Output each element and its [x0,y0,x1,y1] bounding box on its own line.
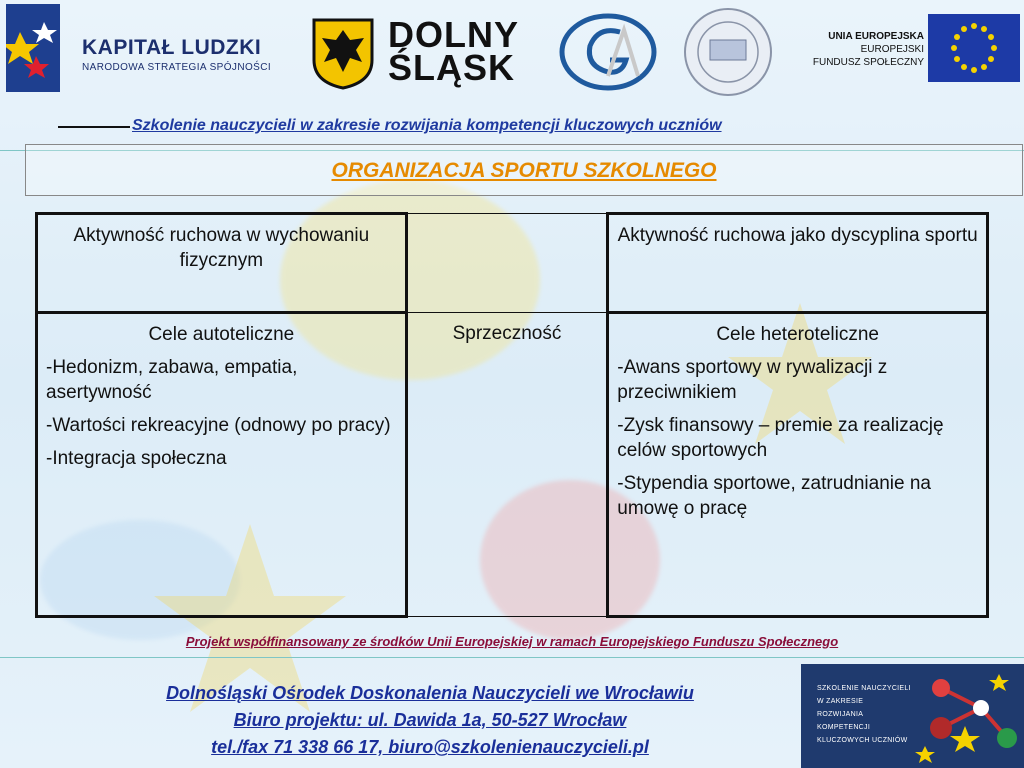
list-item: -Awans sportowy w rywalizacji z przeciwnikiem [617,357,888,403]
molecule-stars-icon [911,668,1023,766]
dodn-seal-icon [682,6,774,98]
contact-info [60,680,800,761]
promo-text [817,682,911,747]
table-header-cell [406,214,608,313]
subtitle-dash [58,126,130,128]
list-item: -Stypendia sportowe, zatrudnianie na umowę o pracę [617,473,931,519]
page-title: ORGANIZACJA SPORTU SZKOLNEGO [331,159,717,182]
dolny-slask-eagle-icon [310,16,376,90]
list-item: -Integracja społeczna [46,448,227,469]
divider-bottom [0,657,1024,658]
contact-line: Biuro projektu: ul. Dawida 1a, 50-527 Wrocław [233,710,627,730]
table-header-cell: Aktywność ruchowa jako dyscyplina sportu [608,214,988,313]
promo-banner [801,664,1024,768]
ue-line2: EUROPEJSKI [860,44,924,55]
ue-line1: UNIA EUROPEJSKA [828,31,924,42]
project-subtitle-text: Szkolenie nauczycieli w zakresie rozwijania kompetencji kluczowych uczniów [132,117,722,134]
middle-heading: Sprzeczność [452,323,562,344]
dolny-slask-line1: DOLNY [388,14,519,55]
eu-flag-icon [928,14,1020,82]
promo-line: W ZAKRESIE [817,698,864,705]
kapital-ludzki-subtitle: NARODOWA STRATEGIA SPÓJNOŚCI [82,62,272,73]
right-column-cell [608,313,988,617]
middle-column-cell [406,313,608,617]
promo-line: KLUCZOWYCH UCZNIÓW [817,737,908,744]
contact-line: tel./fax 71 338 66 17, biuro@szkolenienauczycieli.pl [211,737,649,757]
promo-line: SZKOLENIE NAUCZYCIELI [817,685,911,692]
title-box [25,144,1023,196]
table-header-row [37,214,988,313]
contact-line: Dolnośląski Ośrodek Doskonalenia Nauczycieli we Wrocławiu [166,683,694,703]
list-item: -Hedonizm, zabawa, empatia, asertywność [46,357,298,403]
promo-line: ROZWIJANIA [817,711,864,718]
list-item: -Zysk finansowy – premie za realizację celów sportowych [617,415,944,461]
dolny-slask-logo [388,14,519,88]
cofinancing-note: Projekt współfinansowany ze środków Unii Europejskiej w ramach Europejskiego Funduszu Społecznego [185,634,839,649]
unia-europejska-logo [808,30,924,69]
ga-emblem-icon [558,12,658,92]
left-heading: Cele autoteliczne [148,324,295,345]
project-subtitle [58,117,722,135]
promo-line: KOMPETENCJI [817,724,871,731]
dolny-slask-line2: ŚLĄSK [388,47,516,88]
ue-line3: FUNDUSZ SPOŁECZNY [812,57,924,68]
left-column-cell [37,313,407,617]
list-item: -Wartości rekreacyjne (odnowy po pracy) [46,415,391,436]
table-header-cell: Aktywność ruchowa w wychowaniu fizycznym [37,214,407,313]
right-heading: Cele heteroteliczne [716,324,879,345]
comparison-table [35,212,989,618]
logo-bar [0,0,1024,100]
kapital-ludzki-star-icon [6,4,60,92]
kapital-ludzki-title: KAPITAŁ LUDZKI [82,36,262,59]
kapital-ludzki-logo [6,4,60,92]
table-row [37,313,988,617]
